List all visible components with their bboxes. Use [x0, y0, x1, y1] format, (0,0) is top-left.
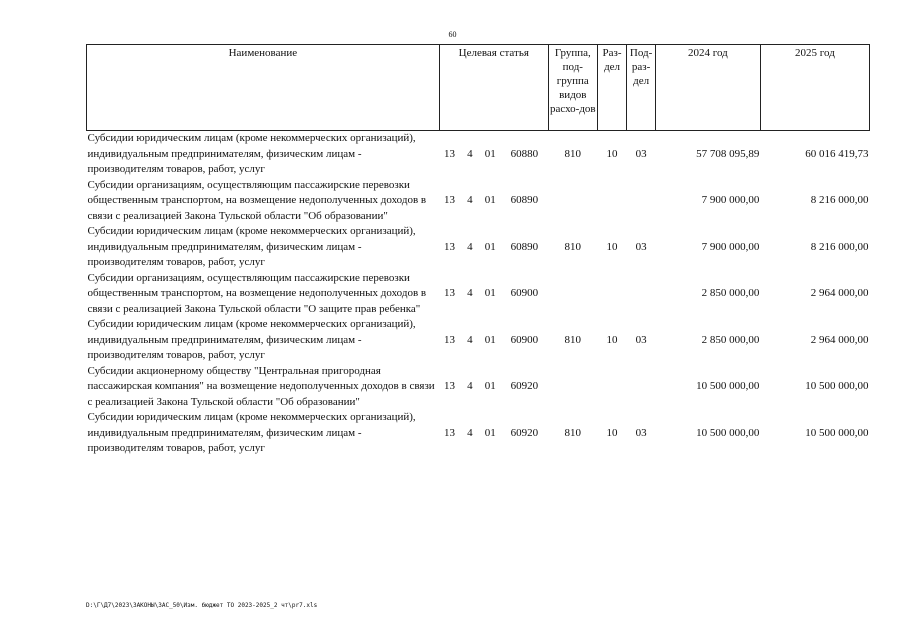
row-name: Субсидии юридическим лицам (кроме некоммерческих организаций), индивидуальным предпринимателям, физическим лицам - производителям товаров, работ, услуг [87, 225, 416, 268]
subsection: 03 [635, 333, 647, 346]
file-path-footer: D:\Г\Д7\2023\ЗАКОНЫ\ЗАС_50\Изм. бюджет ТО 2023-2025_2 чт\pr7.xls [86, 602, 318, 609]
amount-2024: 7 900 000,00 [701, 240, 760, 253]
target-code-3: 01 [484, 194, 496, 206]
section [597, 178, 627, 225]
target-code-3: 01 [484, 333, 496, 346]
row-name: Субсидии юридическим лицам (кроме некоммерческих организаций), индивидуальным предпринимателям, физическим лицам - производителям товаров, работ, услуг [87, 132, 416, 175]
table-header-row [87, 45, 870, 131]
target-code-4: 60920 [510, 380, 539, 392]
subsection [627, 271, 656, 318]
table-row [87, 131, 870, 178]
amount-2024: 57 708 095,89 [696, 147, 760, 160]
target-code-4: 60900 [510, 333, 539, 346]
expense-group: 810 [564, 426, 582, 439]
page-number: 60 [448, 30, 457, 39]
expense-group: 810 [564, 147, 582, 160]
target-code-1: 13 [443, 380, 455, 392]
header-section: Раз-дел [597, 45, 627, 131]
section: 10 [606, 426, 618, 439]
section [597, 271, 627, 318]
subsection: 03 [635, 240, 647, 253]
target-code-3: 01 [484, 147, 496, 160]
header-target: Целевая статья [439, 45, 548, 131]
section: 10 [606, 240, 618, 253]
target-code-4: 60900 [510, 287, 539, 299]
subsection: 03 [635, 147, 647, 160]
row-name: Субсидии организациям, осуществляющим пассажирские перевозки общественным транспортом, на возмещение недополученных доходов в связи с реализацией Закона Тульской области "Об образовании" [87, 178, 427, 222]
target-code-1: 13 [443, 147, 455, 160]
target-code-2: 4 [467, 240, 473, 253]
subsection [627, 178, 656, 225]
row-name: Субсидии организациям, осуществляющим пассажирские перевозки общественным транспортом, на возмещение недополученных доходов в связи с реализацией Закона Тульской области "О защите прав ребенка" [87, 271, 427, 315]
amount-2024: 2 850 000,00 [701, 287, 760, 299]
expense-group [548, 364, 597, 411]
table-row [87, 224, 870, 271]
row-name: Субсидии юридическим лицам (кроме некоммерческих организаций), индивидуальным предпринимателям, физическим лицам - производителям товаров, работ, услуг [87, 318, 416, 361]
amount-2024: 10 500 000,00 [696, 426, 760, 439]
target-code-2: 4 [467, 287, 473, 299]
target-code-4: 60890 [510, 240, 539, 253]
amount-2025: 2 964 000,00 [810, 333, 869, 346]
header-2025: 2025 год [760, 45, 869, 131]
subsection [627, 364, 656, 411]
expense-group [548, 178, 597, 225]
target-code-2: 4 [467, 147, 473, 160]
target-code-3: 01 [484, 426, 496, 439]
header-subsection: Под-раз-дел [627, 45, 656, 131]
expense-group: 810 [564, 333, 582, 346]
target-code-2: 4 [467, 380, 473, 392]
budget-table [86, 44, 870, 457]
target-code-2: 4 [467, 194, 473, 206]
table-row [87, 364, 870, 411]
amount-2025: 10 500 000,00 [805, 380, 869, 392]
target-code-3: 01 [484, 287, 496, 299]
amount-2025: 8 216 000,00 [810, 240, 869, 253]
subsection: 03 [635, 426, 647, 439]
target-code-2: 4 [467, 426, 473, 439]
amount-2024: 10 500 000,00 [696, 380, 760, 392]
amount-2025: 8 216 000,00 [810, 194, 869, 206]
target-code-1: 13 [443, 287, 455, 299]
expense-group [548, 271, 597, 318]
target-code-1: 13 [443, 333, 455, 346]
target-code-3: 01 [484, 380, 496, 392]
row-name: Субсидии юридическим лицам (кроме некоммерческих организаций), индивидуальным предпринимателям, физическим лицам - производителям товаров, работ, услуг [87, 411, 416, 454]
header-2024: 2024 год [655, 45, 760, 131]
target-code-1: 13 [443, 240, 455, 253]
target-code-1: 13 [443, 194, 455, 206]
section: 10 [606, 147, 618, 160]
amount-2025: 2 964 000,00 [810, 287, 869, 299]
target-code-4: 60920 [510, 426, 539, 439]
target-code-4: 60880 [510, 147, 539, 160]
header-group: Группа, под-группа видов расхо-дов [548, 45, 597, 131]
target-code-4: 60890 [510, 194, 539, 206]
row-name: Субсидии акционерному обществу "Центральная пригородная пассажирская компания" на возмещение недополученных доходов в связи с реализацией Закона Тульской области "Об образовании" [87, 364, 435, 408]
table-row [87, 410, 870, 457]
amount-2025: 60 016 419,73 [805, 147, 869, 160]
section [597, 364, 627, 411]
target-code-1: 13 [443, 426, 455, 439]
target-code-2: 4 [467, 333, 473, 346]
amount-2024: 2 850 000,00 [701, 333, 760, 346]
table-row [87, 271, 870, 318]
amount-2024: 7 900 000,00 [701, 194, 760, 206]
table-row [87, 178, 870, 225]
target-code-3: 01 [484, 240, 496, 253]
table-row [87, 317, 870, 364]
header-name: Наименование [87, 45, 440, 131]
section: 10 [606, 333, 618, 346]
amount-2025: 10 500 000,00 [805, 426, 869, 439]
expense-group: 810 [564, 240, 582, 253]
